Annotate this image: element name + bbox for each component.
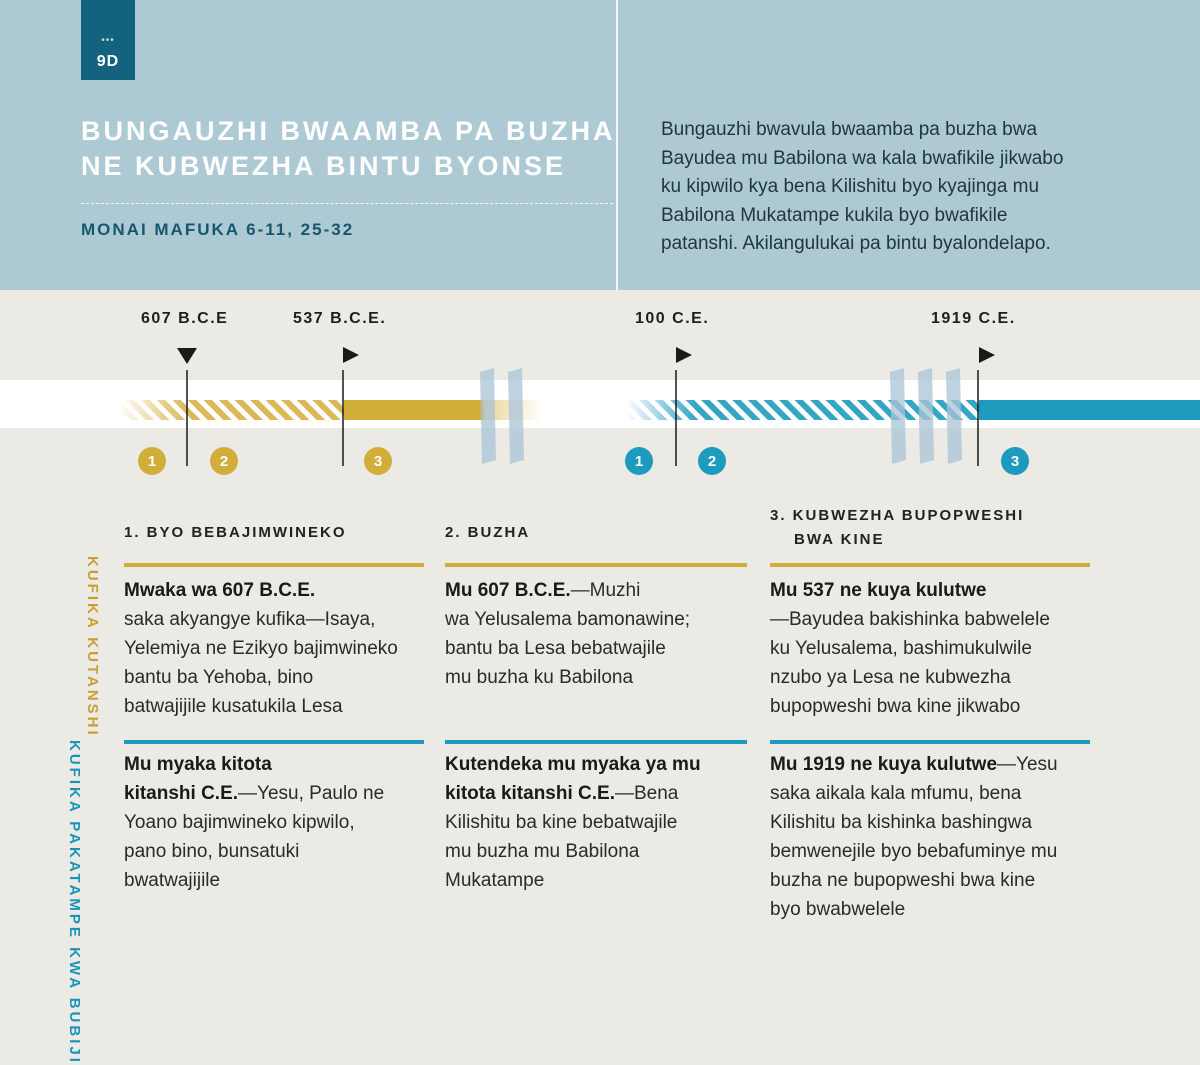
cell-lead: Kutendeka mu myaka ya mu xyxy=(445,754,701,775)
cell-line: byo bwabwelele xyxy=(770,899,906,920)
cell-lead: Mu 1919 ne kuya kulutwe xyxy=(770,754,998,775)
cell-line: bantu ba Lesa bebatwajile xyxy=(445,638,666,659)
cell-lead: Mu myaka kitota xyxy=(124,754,272,775)
tag-dots-icon: ••• xyxy=(101,35,115,46)
gold-solid-segment xyxy=(344,400,484,420)
cell-line: bwatwajijile xyxy=(124,870,221,891)
title-line-2: NE KUBWEZHA BINTU BYONSE xyxy=(81,151,567,181)
blue-fade-left xyxy=(626,398,696,422)
cell-second-2 xyxy=(445,750,701,895)
blue-marker-1-label: 1 xyxy=(634,453,644,470)
blue-rule xyxy=(445,740,747,744)
cell-line: buzha ne bupopweshi bwa kine xyxy=(770,870,1036,891)
arrow-right-icon xyxy=(343,347,359,363)
row-label-first: KUFIKA KUTANSHI xyxy=(84,556,101,738)
cell-line: Kilishitu ba kine bebatwajile xyxy=(445,812,678,833)
cell-line: mu buzha mu Babilona xyxy=(445,841,640,862)
column-heading-line: BWA KINE xyxy=(794,531,885,548)
column-heading-line: 3. KUBWEZHA BUPOPWESHI xyxy=(770,507,1025,524)
timeline-break-strip xyxy=(508,368,524,464)
cell-line: Yelemiya ne Ezikyo bajimwineko xyxy=(124,638,398,659)
gold-rule xyxy=(124,563,424,567)
column-heading-line: 2. BUZHA xyxy=(445,524,531,541)
date-label-537: 537 B.C.E. xyxy=(293,310,387,327)
blue-marker-3-label: 3 xyxy=(1010,453,1020,470)
timeline-break-strip xyxy=(890,368,906,464)
gold-rule xyxy=(770,563,1090,567)
cell-line: Yoano bajimwineko kipwilo, xyxy=(124,812,355,833)
page-title xyxy=(81,114,615,184)
cell-line: bupopweshi bwa kine jikwabo xyxy=(770,696,1021,717)
blue-marker-2-label: 2 xyxy=(707,453,717,470)
cell-first-3 xyxy=(770,576,1050,721)
cell-lead: Mwaka wa 607 B.C.E. xyxy=(124,580,316,601)
cell-line: bemwenejile byo bebafuminye mu xyxy=(770,841,1058,862)
cell-line: batwajijile kusatukila Lesa xyxy=(124,696,343,717)
cell-line: Mukatampe xyxy=(445,870,545,891)
cell-line: Kilishitu ba kishinka bashingwa xyxy=(770,812,1032,833)
gold-rule xyxy=(445,563,747,567)
intro-line: Bayudea mu Babilona wa kala bwafikile jikwabo xyxy=(661,147,1064,169)
column-heading-line: 1. BYO BEBAJIMWINEKO xyxy=(124,524,347,541)
tag-number: 9D xyxy=(96,53,120,70)
timeline-break-strip xyxy=(480,368,496,464)
intro-line: Babilona Mukatampe kukila byo bwafikile xyxy=(661,204,1008,226)
cell-lead: Mu 537 ne kuya kulutwe xyxy=(770,580,987,601)
cell-line: saka aikala kala mfumu, bena xyxy=(770,783,1022,804)
title-divider xyxy=(81,203,613,204)
intro-line: Bungauzhi bwavula bwaamba pa buzha bwa xyxy=(661,119,1038,140)
cell-second-3 xyxy=(770,750,1058,924)
cell-line: saka akyangye kufika—Isaya, xyxy=(124,609,376,630)
arrow-right-icon xyxy=(676,347,692,363)
cell-second-1 xyxy=(124,750,384,895)
gold-fade-left xyxy=(118,398,188,422)
arrow-down-icon xyxy=(177,348,197,364)
date-label-1919: 1919 C.E. xyxy=(931,310,1016,327)
blue-rule xyxy=(770,740,1090,744)
cell-lead: kitanshi C.E. xyxy=(124,783,239,804)
header-divider xyxy=(616,0,618,290)
arrow-right-icon xyxy=(979,347,995,363)
blue-solid-segment xyxy=(979,400,1200,420)
gold-marker-2-label: 2 xyxy=(219,453,229,470)
timeline-break-strip xyxy=(918,368,934,464)
cell-line: —Bena xyxy=(614,783,679,804)
cell-line: ku Yelusalema, bashimukulwile xyxy=(770,638,1032,659)
cell-first-2 xyxy=(445,576,690,692)
cell-line: pano bino, bunsatuki xyxy=(124,841,300,862)
date-label-100: 100 C.E. xyxy=(635,310,710,327)
scripture-reference: MONAI MAFUKA 6-11, 25-32 xyxy=(81,220,355,239)
chapter-tag xyxy=(81,0,135,80)
column-heading-1 xyxy=(124,521,347,545)
cell-lead: Mu 607 B.C.E. xyxy=(445,580,571,601)
cell-line: —Bayudea bakishinka babwelele xyxy=(770,609,1050,630)
cell-line: wa Yelusalema bamonawine; xyxy=(445,609,691,630)
cell-first-1 xyxy=(124,576,398,721)
cell-line: —Muzhi xyxy=(570,580,641,601)
blue-rule xyxy=(124,740,424,744)
cell-lead: kitota kitanshi C.E. xyxy=(445,783,615,804)
timeline-break-strip xyxy=(946,368,962,464)
intro-line: ku kipwilo kya bena Kilishitu byo kyajinga mu xyxy=(661,176,1040,197)
column-heading-2 xyxy=(445,521,530,545)
cell-line: —Yesu xyxy=(997,754,1058,775)
date-label-607: 607 B.C.E xyxy=(141,310,229,327)
gold-marker-3-label: 3 xyxy=(373,453,383,470)
row-label-second: KUFIKA PAKATAMPE KWA BUBIJI xyxy=(66,740,83,1065)
column-heading-3 xyxy=(770,504,1024,552)
cell-line: —Yesu, Paulo ne xyxy=(238,783,385,804)
cell-line: mu buzha ku Babilona xyxy=(445,667,634,688)
cell-line: bantu ba Yehoba, bino xyxy=(124,667,314,688)
gold-marker-1-label: 1 xyxy=(147,453,157,470)
title-line-1: BUNGAUZHI BWAAMBA PA BUZHA xyxy=(81,116,616,146)
cell-line: nzubo ya Lesa ne kubwezha xyxy=(770,667,1011,688)
intro-paragraph xyxy=(661,116,1151,259)
intro-line: patanshi. Akilangulukai pa bintu byalondelapo. xyxy=(661,233,1051,254)
